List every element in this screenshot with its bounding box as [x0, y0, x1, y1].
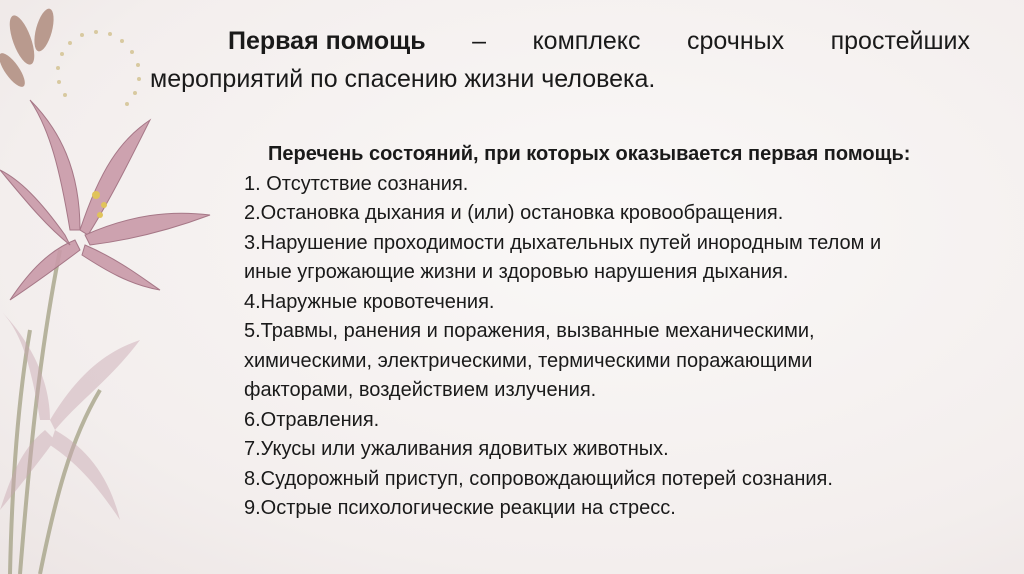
list-item: 8.Судорожный приступ, сопровождающийся потерей сознания.: [244, 467, 833, 490]
definition-line-2: мероприятий по спасению жизни человека.: [150, 65, 656, 93]
list-item: 4.Наружные кровотечения.: [244, 290, 495, 313]
list-item: 9.Острые психологические реакции на стресс.: [244, 497, 676, 519]
list-item: 1. Отсутствие сознания.: [244, 172, 469, 195]
definition-word: срочных: [687, 27, 785, 55]
list-item: 7.Укусы или ужаливания ядовитых животных.: [244, 438, 669, 460]
lily-bloom: [0, 100, 210, 300]
list-item: факторами, воздействием излучения.: [244, 379, 597, 401]
conditions-list-title: Перечень состояний, при которых оказывается первая помощь:: [268, 143, 911, 165]
list-item: химическими, электрическими, термическими поражающими: [244, 349, 813, 372]
list-item: иные угрожающие жизни и здоровью нарушения дыхания.: [244, 261, 789, 283]
definition-line-1: [150, 22, 970, 60]
definition-word: –: [472, 27, 486, 55]
flower-buds: [0, 7, 57, 91]
list-item: 3.Нарушение проходимости дыхательных путей инородным телом и: [244, 231, 882, 254]
list-item: 5.Травмы, ранения и поражения, вызванные механическими,: [244, 320, 815, 342]
list-item: 2.Остановка дыхания и (или) остановка кровообращения.: [244, 202, 784, 224]
faded-lily-bloom: [0, 310, 140, 520]
first-aid-term: Первая помощь: [228, 27, 426, 55]
dotted-circle-ornament: [56, 30, 141, 106]
definition-word: простейших: [830, 27, 970, 55]
list-item: 6.Отравления.: [244, 408, 380, 431]
definition-heading: [150, 22, 970, 98]
definition-word: комплекс: [532, 27, 641, 55]
conditions-list: [244, 140, 1014, 524]
